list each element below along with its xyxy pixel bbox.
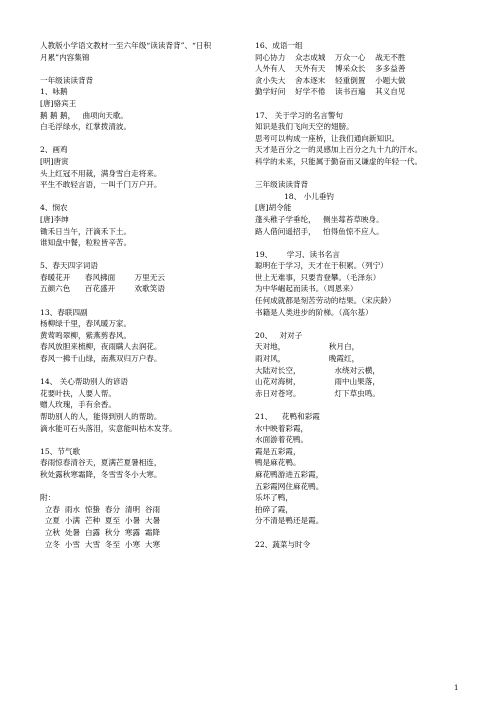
text-line: 水面游着花鸭。: [255, 435, 309, 445]
text-line: 思考可以构成一座桥，让我们通向新知识。: [255, 133, 400, 143]
text-line: 赤日对苍穹。 灯下草虫鸣。: [255, 388, 380, 398]
text-line: 水中映着彩霞，: [255, 423, 309, 433]
text-line: 2、画鸡: [40, 145, 68, 155]
text-line: 5、春天四字词语: [40, 261, 98, 271]
text-line: 帮助别人的人，能得到别人的帮助。: [40, 412, 162, 421]
text-line: 乐坏了鸭，: [255, 493, 293, 503]
text-line: 书籍是人类进步的阶梯。（高尔基）: [255, 307, 373, 317]
text-line: 五彩霞网住麻花鸭。: [255, 481, 324, 491]
blank-line: [40, 434, 240, 446]
text-line: 杨柳绿千里，春风暖万家。: [40, 319, 132, 329]
text-line: 21、 花鸭和彩霞: [255, 412, 320, 421]
text-line: 聪明在于学习，天才在于积累。（列宁）: [255, 261, 388, 271]
text-line: 鸭是麻花鸭。: [255, 458, 301, 468]
blank-line: [40, 481, 240, 493]
text-line: 春雨惊春清谷天，夏满芒夏暑相连，: [40, 458, 162, 468]
text-line: 勤学好问 好学不倦 读书百遍 其义自见: [255, 87, 406, 97]
text-line: 春风放胆来梳柳，夜雨瞒人去润花。: [40, 342, 162, 352]
text-line: 赠人玫瑰，手有余香。: [40, 400, 116, 410]
text-line: 附：: [40, 493, 56, 503]
text-line: 20、 对对子: [255, 330, 303, 340]
text-line: 锄禾日当午，汗滴禾下土。: [40, 226, 132, 236]
text-line: [唐]李绅: [40, 214, 69, 224]
blank-line: [255, 98, 465, 110]
text-line: 立冬 小雪 大雪 冬至 小寒 大寒: [40, 539, 161, 549]
text-line: [明]唐寅: [40, 156, 69, 166]
text-line: 五颜六色 百花盛开 欢歌笑语: [40, 284, 165, 294]
text-line: 世上无难事，只要肯登攀。（毛泽东）: [255, 272, 381, 282]
text-line: 月累”内容集锦: [40, 52, 90, 62]
text-line: 知识是我们飞向天空的翅膀。: [255, 122, 354, 132]
text-line: 人外有人 天外有天 博采众长 多多益善: [255, 64, 406, 74]
blank-line: [255, 237, 465, 249]
text-line: [唐]骆宾王: [40, 98, 77, 108]
blank-line: [255, 318, 465, 330]
text-line: 一年级读读背背: [40, 75, 94, 85]
text-line: 春暖花开 春风拂面 万里无云: [40, 272, 165, 282]
text-line: 头上红冠不用裁，满身雪白走将来。: [40, 168, 162, 178]
text-line: 滴水能可石头落泪，实意能叫枯木发芽。: [40, 423, 177, 433]
right-column: [255, 40, 465, 550]
text-line: 15、节气歌: [40, 446, 81, 456]
blank-line: [255, 527, 465, 539]
left-column: [40, 40, 240, 550]
blank-line: [40, 63, 240, 75]
text-line: 麻花鸭游进五彩霞，: [255, 469, 324, 479]
text-line: 4、悯农: [40, 203, 68, 213]
text-line: 分不清是鸭还是霞。: [255, 516, 324, 526]
blank-line: [40, 249, 240, 261]
text-line: 天对地， 秋月白，: [255, 342, 360, 352]
text-line: 14、 关心帮助别人的谚语: [40, 377, 129, 387]
text-line: 天才是百分之一的灵感加上百分之九十九的汗水。: [255, 145, 423, 155]
text-line: 谁知盘中餐，粒粒皆辛苦。: [40, 238, 132, 248]
text-line: 霞是五彩霞，: [255, 446, 301, 456]
blank-line: [40, 133, 240, 145]
text-line: 雨对风， 晚霞红，: [255, 354, 360, 364]
text-line: 1、咏鹅: [40, 87, 68, 97]
text-line: 鹅 鹅 鹅， 曲项向天歌。: [40, 110, 129, 120]
text-line: 16、成语一组: [255, 41, 303, 50]
text-line: 立春 雨水 惊蛰 春分 清明 谷雨: [40, 504, 161, 514]
text-line: 任何成就都是刻苦劳动的结果。（宋庆龄）: [255, 296, 396, 306]
text-line: 三年级读读背背: [255, 180, 309, 190]
text-line: 22、蔬菜与时令: [255, 539, 311, 549]
text-line: 大陆对长空， 水绕对云横，: [255, 365, 380, 375]
text-line: 科学的未来，只能属于勤奋而又谦虚的年轻一代。: [255, 156, 423, 166]
text-line: 18、 小儿垂钓: [255, 191, 335, 201]
text-line: 花要叶扶，人要人帮。: [40, 388, 116, 398]
blank-line: [40, 191, 240, 203]
text-line: 路人借问遥招手， 怕得鱼惊不应人。: [255, 226, 384, 236]
text-line: [唐]胡令能: [255, 203, 292, 213]
text-line: 白毛浮绿水，红掌拨清波。: [40, 122, 132, 132]
blank-line: [255, 168, 465, 180]
text-line: 为中华崛起而读书。（周恩来）: [255, 284, 358, 294]
text-line: 平生不敢轻言语，一叫千门万户开。: [40, 180, 162, 190]
blank-line: [255, 399, 465, 411]
text-line: 蓬头稚子学垂纶， 侧坐莓苔草映身。: [255, 214, 384, 224]
text-line: 秋处露秋寒霜降，冬雪雪冬小大寒。: [40, 469, 162, 479]
text-line: 19、 学习、读书名言: [255, 249, 340, 259]
text-line: 贪小失大 舍本逐末 轻重倒置 小题大做: [255, 75, 406, 85]
text-line: 人教版小学语文教材一至六年级“读读背背”、“日积: [40, 41, 212, 50]
text-line: 山花对海树， 雨中山果落，: [255, 377, 380, 387]
text-line: 立秋 处暑 白露 秋分 寒露 霜降: [40, 527, 161, 537]
text-line: 春风一拂千山绿，南燕双归万户春。: [40, 354, 162, 364]
blank-line: [40, 365, 240, 377]
blank-line: [40, 295, 240, 307]
page-number: 1: [454, 684, 459, 692]
text-line: 17、 关于学习的名言警句: [255, 110, 344, 120]
text-line: 13、春联四副: [40, 307, 88, 317]
text-line: 立夏 小满 芒种 夏至 小暑 大暑: [40, 516, 161, 526]
text-line: 同心协力 众志成城 万众一心 战无不胜: [255, 52, 406, 62]
text-line: 黄莺鸣翠柳，紫燕剪春风。: [40, 330, 132, 340]
text-line: 拍碎了霞，: [255, 504, 293, 514]
